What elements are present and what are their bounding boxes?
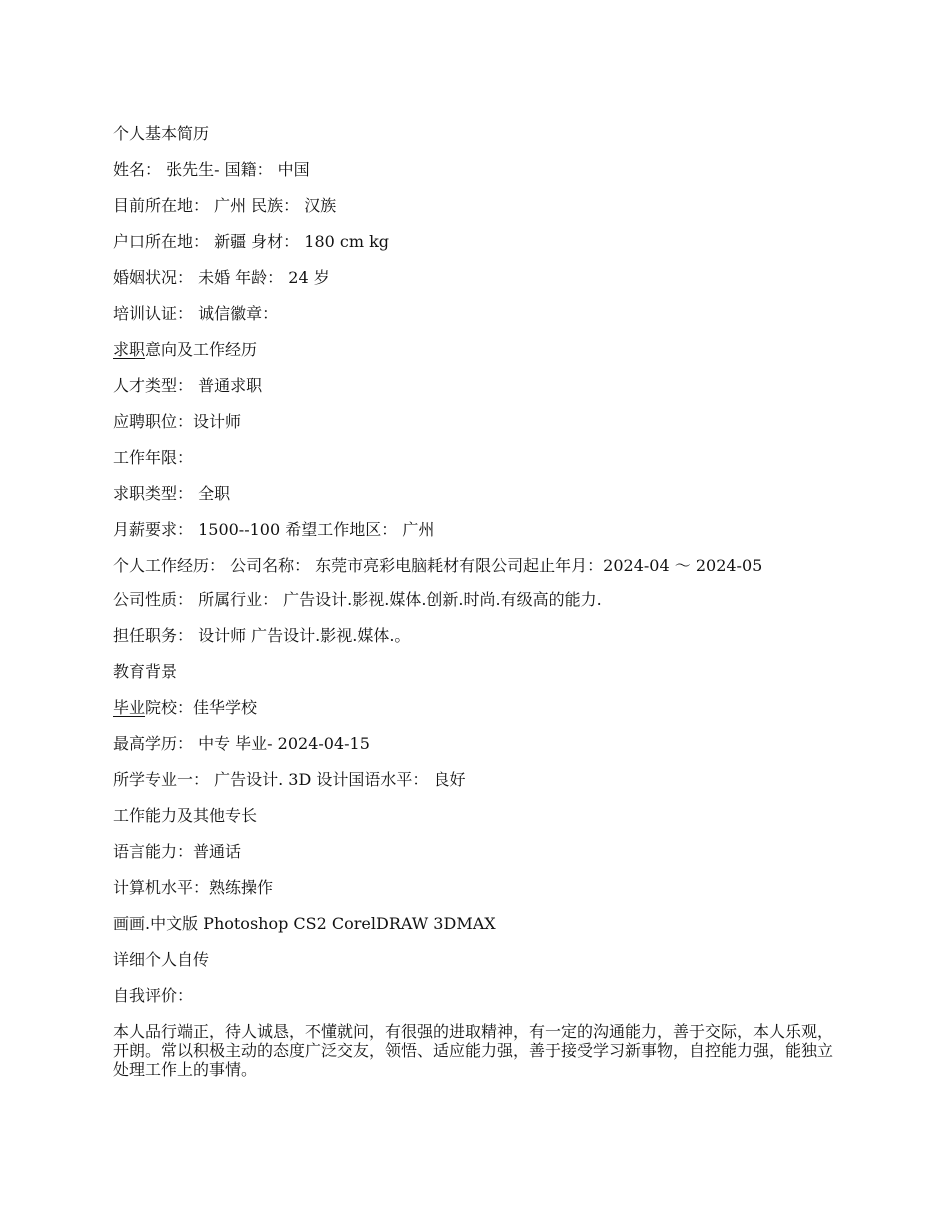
section-skills-heading: 工作能力及其他专长 — [113, 806, 258, 825]
location-ethnicity-line: 目前所在地： 广州 民族： 汉族 — [113, 196, 337, 215]
duty-line: 担任职务： 设计师 广告设计.影视.媒体.。 — [113, 626, 411, 645]
section-education-heading: 教育背景 — [113, 662, 178, 681]
hukou-height-line: 户口所在地： 新疆 身材： 180 cm kg — [113, 232, 390, 251]
language-line: 语言能力：普通话 — [113, 842, 242, 861]
company-nature-line: 公司性质： 所属行业： 广告设计.影视.媒体.创新.时尚.有级高的能力. — [113, 590, 602, 609]
name-nationality-line: 姓名： 张先生- 国籍： 中国 — [113, 160, 310, 179]
degree-line: 最高学历： 中专 毕业- 2024-04-15 — [113, 734, 370, 753]
section-bio-heading: 详细个人自传 — [113, 950, 210, 969]
position-line: 应聘职位：设计师 — [113, 412, 242, 431]
self-eval-paragraph: 本人品行端正，待人诚恳，不懂就问，有很强的进取精神，有一定的沟通能力，善于交际，本人乐观，开朗。常以积极主动的态度广泛交友，领悟、适应能力强，善于接受学习新事物，自控能力强，能独立处理工作上的事情。 — [113, 1022, 834, 1079]
school-line — [113, 698, 843, 718]
school-rest: 院校：佳华学校 — [145, 698, 258, 717]
section-basic-heading: 个人基本简历 — [113, 124, 210, 143]
intent-link-text[interactable]: 求职 — [113, 340, 146, 359]
major-line: 所学专业一： 广告设计. 3D 设计国语水平： 良好 — [113, 770, 466, 789]
software-line: 画画.中文版 Photoshop CS2 CorelDRAW 3DMAX — [113, 914, 496, 933]
marital-age-line: 婚姻状况： 未婚 年龄： 24 岁 — [113, 268, 330, 287]
resume-document — [113, 124, 843, 1079]
talent-type-line: 人才类型： 普通求职 — [113, 376, 263, 395]
section-intent-heading — [113, 340, 843, 360]
school-link-text[interactable]: 毕业 — [113, 698, 146, 717]
intent-heading-rest: 意向及工作经历 — [145, 340, 258, 359]
work-history-line: 个人工作经历： 公司名称： 东莞市亮彩电脑耗材有限公司起止年月：2024-04 ～ 2024-05 — [113, 556, 763, 575]
salary-region-line: 月薪要求： 1500--100 希望工作地区： 广州 — [113, 520, 435, 539]
computer-line: 计算机水平：熟练操作 — [113, 878, 274, 897]
job-type-line: 求职类型： 全职 — [113, 484, 231, 503]
self-eval-label: 自我评价： — [113, 986, 194, 1005]
years-line: 工作年限： — [113, 448, 194, 467]
training-cert-line: 培训认证： 诚信徽章： — [113, 304, 279, 323]
